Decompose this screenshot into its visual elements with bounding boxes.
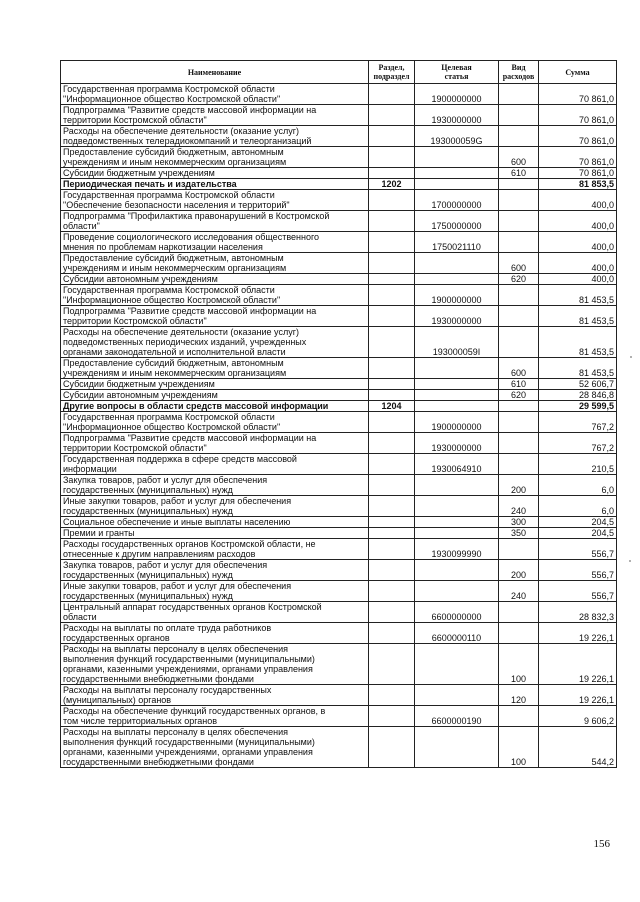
table-row bbox=[61, 105, 617, 126]
table-row bbox=[61, 84, 617, 105]
row-name: Подпрограмма "Развитие средств массовой информации на территории Костромской области" bbox=[61, 105, 369, 126]
row-section bbox=[369, 644, 415, 685]
row-target bbox=[415, 379, 499, 390]
table-row bbox=[61, 623, 617, 644]
row-sum: 6,0 bbox=[539, 475, 617, 496]
row-kind bbox=[499, 454, 539, 475]
row-name: Расходы на выплаты персоналу государственных (муниципальных) органов bbox=[61, 685, 369, 706]
row-section bbox=[369, 232, 415, 253]
row-name: Субсидии бюджетным учреждениям bbox=[61, 379, 369, 390]
row-kind: 600 bbox=[499, 358, 539, 379]
row-name: Предоставление субсидий бюджетным, автономным учреждениям и иным некоммерческим организациям bbox=[61, 358, 369, 379]
table-row bbox=[61, 412, 617, 433]
row-target: 193000059G bbox=[415, 126, 499, 147]
row-section bbox=[369, 706, 415, 727]
header-name bbox=[61, 61, 369, 84]
row-target bbox=[415, 179, 499, 190]
table-row bbox=[61, 327, 617, 358]
row-kind: 610 bbox=[499, 168, 539, 179]
row-name: Закупка товаров, работ и услуг для обеспечения государственных (муниципальных) нужд bbox=[61, 560, 369, 581]
row-sum: 70 861,0 bbox=[539, 126, 617, 147]
row-kind bbox=[499, 232, 539, 253]
row-section bbox=[369, 560, 415, 581]
table-row bbox=[61, 401, 617, 412]
table-row bbox=[61, 232, 617, 253]
header-sum-label: Сумма bbox=[565, 67, 590, 77]
table-row bbox=[61, 147, 617, 168]
header-section bbox=[369, 61, 415, 84]
row-section bbox=[369, 528, 415, 539]
row-kind: 100 bbox=[499, 644, 539, 685]
table-row bbox=[61, 285, 617, 306]
table-row bbox=[61, 454, 617, 475]
row-section bbox=[369, 84, 415, 105]
row-kind: 620 bbox=[499, 390, 539, 401]
row-name: Подпрограмма "Профилактика правонарушений в Костромской области" bbox=[61, 211, 369, 232]
row-sum: 70 861,0 bbox=[539, 84, 617, 105]
row-name: Проведение социологического исследования общественного мнения по проблемам наркотизации населения bbox=[61, 232, 369, 253]
row-sum: 28 846,8 bbox=[539, 390, 617, 401]
row-name: Расходы на выплаты персоналу в целях обеспечения выполнения функций государственными (муниципальными) органами, казенными учреждениями, органами управления государственными внебюджетными фондами bbox=[61, 644, 369, 685]
row-name: Расходы на выплаты персоналу в целях обеспечения выполнения функций государственными (муниципальными) органами, казенными учреждениями, органами управления государственными внебюджетными фондами bbox=[61, 727, 369, 768]
budget-table bbox=[60, 60, 617, 768]
row-sum: 400,0 bbox=[539, 253, 617, 274]
row-target bbox=[415, 560, 499, 581]
row-sum: 81 453,5 bbox=[539, 358, 617, 379]
row-section bbox=[369, 475, 415, 496]
row-target: 1700000000 bbox=[415, 190, 499, 211]
row-section bbox=[369, 358, 415, 379]
row-target: 1750000000 bbox=[415, 211, 499, 232]
row-section bbox=[369, 306, 415, 327]
row-target bbox=[415, 168, 499, 179]
row-kind: 350 bbox=[499, 528, 539, 539]
row-sum: 767,2 bbox=[539, 433, 617, 454]
row-kind bbox=[499, 211, 539, 232]
row-sum: 28 832,3 bbox=[539, 602, 617, 623]
row-name: Премии и гранты bbox=[61, 528, 369, 539]
row-section bbox=[369, 685, 415, 706]
table-row bbox=[61, 390, 617, 401]
row-target bbox=[415, 475, 499, 496]
row-section: 1204 bbox=[369, 401, 415, 412]
row-kind bbox=[499, 285, 539, 306]
table-row bbox=[61, 517, 617, 528]
row-name: Государственная программа Костромской области "Обеспечение безопасности населения и территорий" bbox=[61, 190, 369, 211]
row-sum: 52 606,7 bbox=[539, 379, 617, 390]
row-section bbox=[369, 105, 415, 126]
row-name: Расходы на обеспечение функций государственных органов, в том числе территориальных органов bbox=[61, 706, 369, 727]
row-kind: 200 bbox=[499, 560, 539, 581]
row-section bbox=[369, 168, 415, 179]
row-kind: 100 bbox=[499, 727, 539, 768]
row-kind: 610 bbox=[499, 379, 539, 390]
row-sum: 204,5 bbox=[539, 517, 617, 528]
row-sum: 81 453,5 bbox=[539, 327, 617, 358]
row-target: 1930000000 bbox=[415, 433, 499, 454]
row-section bbox=[369, 211, 415, 232]
row-name: Государственная программа Костромской области "Информационное общество Костромской области" bbox=[61, 412, 369, 433]
row-kind: 120 bbox=[499, 685, 539, 706]
row-target: 1930099990 bbox=[415, 539, 499, 560]
row-section bbox=[369, 454, 415, 475]
row-sum: 70 861,0 bbox=[539, 147, 617, 168]
row-sum: 19 226,1 bbox=[539, 644, 617, 685]
header-section-label: Раздел, подраздел bbox=[373, 63, 410, 81]
row-kind bbox=[499, 190, 539, 211]
row-section bbox=[369, 274, 415, 285]
row-target: 1900000000 bbox=[415, 84, 499, 105]
row-sum: 767,2 bbox=[539, 412, 617, 433]
row-section bbox=[369, 190, 415, 211]
row-target: 6600000190 bbox=[415, 706, 499, 727]
row-kind bbox=[499, 539, 539, 560]
header-sum bbox=[539, 61, 617, 84]
row-target: 1930000000 bbox=[415, 306, 499, 327]
table-row bbox=[61, 358, 617, 379]
row-name: Предоставление субсидий бюджетным, автономным учреждениям и иным некоммерческим организациям bbox=[61, 253, 369, 274]
row-name: Периодическая печать и издательства bbox=[61, 179, 369, 190]
row-name: Субсидии бюджетным учреждениям bbox=[61, 168, 369, 179]
row-section bbox=[369, 433, 415, 454]
row-sum: 19 226,1 bbox=[539, 685, 617, 706]
row-section bbox=[369, 327, 415, 358]
row-sum: 556,7 bbox=[539, 581, 617, 602]
row-name: Иные закупки товаров, работ и услуг для обеспечения государственных (муниципальных) нужд bbox=[61, 581, 369, 602]
row-name: Расходы на обеспечение деятельности (оказание услуг) подведомственных периодических изданий, учрежденных органами законодательной и исполнительной власти bbox=[61, 327, 369, 358]
table-row bbox=[61, 539, 617, 560]
row-sum: 81 853,5 bbox=[539, 179, 617, 190]
row-section bbox=[369, 285, 415, 306]
header-target-label: Целевая статья bbox=[441, 63, 472, 81]
table-row bbox=[61, 190, 617, 211]
row-sum: 6,0 bbox=[539, 496, 617, 517]
row-target: 1930000000 bbox=[415, 105, 499, 126]
row-section bbox=[369, 496, 415, 517]
row-name: Иные закупки товаров, работ и услуг для обеспечения государственных (муниципальных) нужд bbox=[61, 496, 369, 517]
row-kind bbox=[499, 327, 539, 358]
table-row bbox=[61, 496, 617, 517]
row-section bbox=[369, 581, 415, 602]
row-sum: 210,5 bbox=[539, 454, 617, 475]
row-kind bbox=[499, 126, 539, 147]
row-sum: 556,7 bbox=[539, 560, 617, 581]
row-sum: 70 861,0 bbox=[539, 105, 617, 126]
row-kind: 300 bbox=[499, 517, 539, 528]
header-kind-label: Вид расходов bbox=[502, 63, 535, 81]
row-name: Расходы государственных органов Костромской области, не отнесенные к другим направлениям расходов bbox=[61, 539, 369, 560]
row-section bbox=[369, 253, 415, 274]
row-kind: 600 bbox=[499, 147, 539, 168]
table-body bbox=[61, 84, 617, 768]
table-row bbox=[61, 475, 617, 496]
row-kind bbox=[499, 179, 539, 190]
row-name: Предоставление субсидий бюджетным, автономным учреждениям и иным некоммерческим организациям bbox=[61, 147, 369, 168]
row-target bbox=[415, 517, 499, 528]
table-row bbox=[61, 644, 617, 685]
row-kind bbox=[499, 623, 539, 644]
row-name: Субсидии автономным учреждениям bbox=[61, 274, 369, 285]
table-row bbox=[61, 306, 617, 327]
row-sum: 400,0 bbox=[539, 232, 617, 253]
row-kind bbox=[499, 306, 539, 327]
row-target: 6600000000 bbox=[415, 602, 499, 623]
row-target bbox=[415, 644, 499, 685]
row-target: 1900000000 bbox=[415, 412, 499, 433]
row-name: Подпрограмма "Развитие средств массовой информации на территории Костромской области" bbox=[61, 306, 369, 327]
table-row bbox=[61, 602, 617, 623]
row-section bbox=[369, 412, 415, 433]
row-target bbox=[415, 358, 499, 379]
row-sum: 204,5 bbox=[539, 528, 617, 539]
table-row bbox=[61, 379, 617, 390]
row-section bbox=[369, 390, 415, 401]
row-kind: 240 bbox=[499, 581, 539, 602]
row-target bbox=[415, 581, 499, 602]
row-kind bbox=[499, 84, 539, 105]
row-kind: 240 bbox=[499, 496, 539, 517]
row-kind bbox=[499, 602, 539, 623]
row-sum: 81 453,5 bbox=[539, 285, 617, 306]
row-sum: 81 453,5 bbox=[539, 306, 617, 327]
row-kind bbox=[499, 706, 539, 727]
table-row bbox=[61, 685, 617, 706]
row-target bbox=[415, 274, 499, 285]
row-section bbox=[369, 147, 415, 168]
row-section bbox=[369, 539, 415, 560]
row-sum: 400,0 bbox=[539, 190, 617, 211]
table-row bbox=[61, 168, 617, 179]
row-target bbox=[415, 147, 499, 168]
row-section bbox=[369, 379, 415, 390]
row-sum: 70 861,0 bbox=[539, 168, 617, 179]
page-number: 156 bbox=[593, 838, 610, 850]
row-kind bbox=[499, 105, 539, 126]
header-name-label: Наименование bbox=[187, 67, 242, 77]
row-section bbox=[369, 602, 415, 623]
table-row bbox=[61, 274, 617, 285]
table-row bbox=[61, 727, 617, 768]
row-name: Центральный аппарат государственных органов Костромской области bbox=[61, 602, 369, 623]
row-name: Субсидии автономным учреждениям bbox=[61, 390, 369, 401]
row-sum: 19 226,1 bbox=[539, 623, 617, 644]
row-name: Государственная программа Костромской области "Информационное общество Костромской области" bbox=[61, 84, 369, 105]
table-row bbox=[61, 253, 617, 274]
row-sum: 9 606,2 bbox=[539, 706, 617, 727]
row-section bbox=[369, 727, 415, 768]
row-sum: 556,7 bbox=[539, 539, 617, 560]
row-target bbox=[415, 496, 499, 517]
row-name: Государственная программа Костромской области "Информационное общество Костромской области" bbox=[61, 285, 369, 306]
row-kind bbox=[499, 412, 539, 433]
table-header bbox=[61, 61, 617, 84]
row-sum: 29 599,5 bbox=[539, 401, 617, 412]
row-section bbox=[369, 126, 415, 147]
row-target: 1900000000 bbox=[415, 285, 499, 306]
row-kind bbox=[499, 433, 539, 454]
table-row bbox=[61, 706, 617, 727]
row-section bbox=[369, 517, 415, 528]
table-row bbox=[61, 179, 617, 190]
row-name: Социальное обеспечение и иные выплаты населению bbox=[61, 517, 369, 528]
row-kind bbox=[499, 401, 539, 412]
table-row bbox=[61, 433, 617, 454]
row-section: 1202 bbox=[369, 179, 415, 190]
row-target: 1930064910 bbox=[415, 454, 499, 475]
row-sum: 400,0 bbox=[539, 274, 617, 285]
row-kind: 200 bbox=[499, 475, 539, 496]
row-target bbox=[415, 528, 499, 539]
table-row bbox=[61, 560, 617, 581]
table-row bbox=[61, 211, 617, 232]
row-target bbox=[415, 253, 499, 274]
row-kind: 620 bbox=[499, 274, 539, 285]
row-target bbox=[415, 685, 499, 706]
row-kind: 600 bbox=[499, 253, 539, 274]
header-kind bbox=[499, 61, 539, 84]
row-name: Расходы на обеспечение деятельности (оказание услуг) подведомственных телерадиокомпаний и телеорганизаций bbox=[61, 126, 369, 147]
row-target bbox=[415, 401, 499, 412]
row-name: Государственная поддержка в сфере средств массовой информации bbox=[61, 454, 369, 475]
scan-speck bbox=[630, 356, 632, 358]
row-name: Расходы на выплаты по оплате труда работников государственных органов bbox=[61, 623, 369, 644]
row-target: 1750021110 bbox=[415, 232, 499, 253]
row-target: 6600000110 bbox=[415, 623, 499, 644]
table-row bbox=[61, 581, 617, 602]
row-sum: 400,0 bbox=[539, 211, 617, 232]
row-section bbox=[369, 623, 415, 644]
row-sum: 544,2 bbox=[539, 727, 617, 768]
row-name: Закупка товаров, работ и услуг для обеспечения государственных (муниципальных) нужд bbox=[61, 475, 369, 496]
scan-speck bbox=[629, 560, 631, 562]
row-name: Другие вопросы в области средств массовой информации bbox=[61, 401, 369, 412]
row-target: 193000059I bbox=[415, 327, 499, 358]
header-target bbox=[415, 61, 499, 84]
table-row bbox=[61, 126, 617, 147]
row-target bbox=[415, 390, 499, 401]
row-target bbox=[415, 727, 499, 768]
row-name: Подпрограмма "Развитие средств массовой информации на территории Костромской области" bbox=[61, 433, 369, 454]
table-row bbox=[61, 528, 617, 539]
